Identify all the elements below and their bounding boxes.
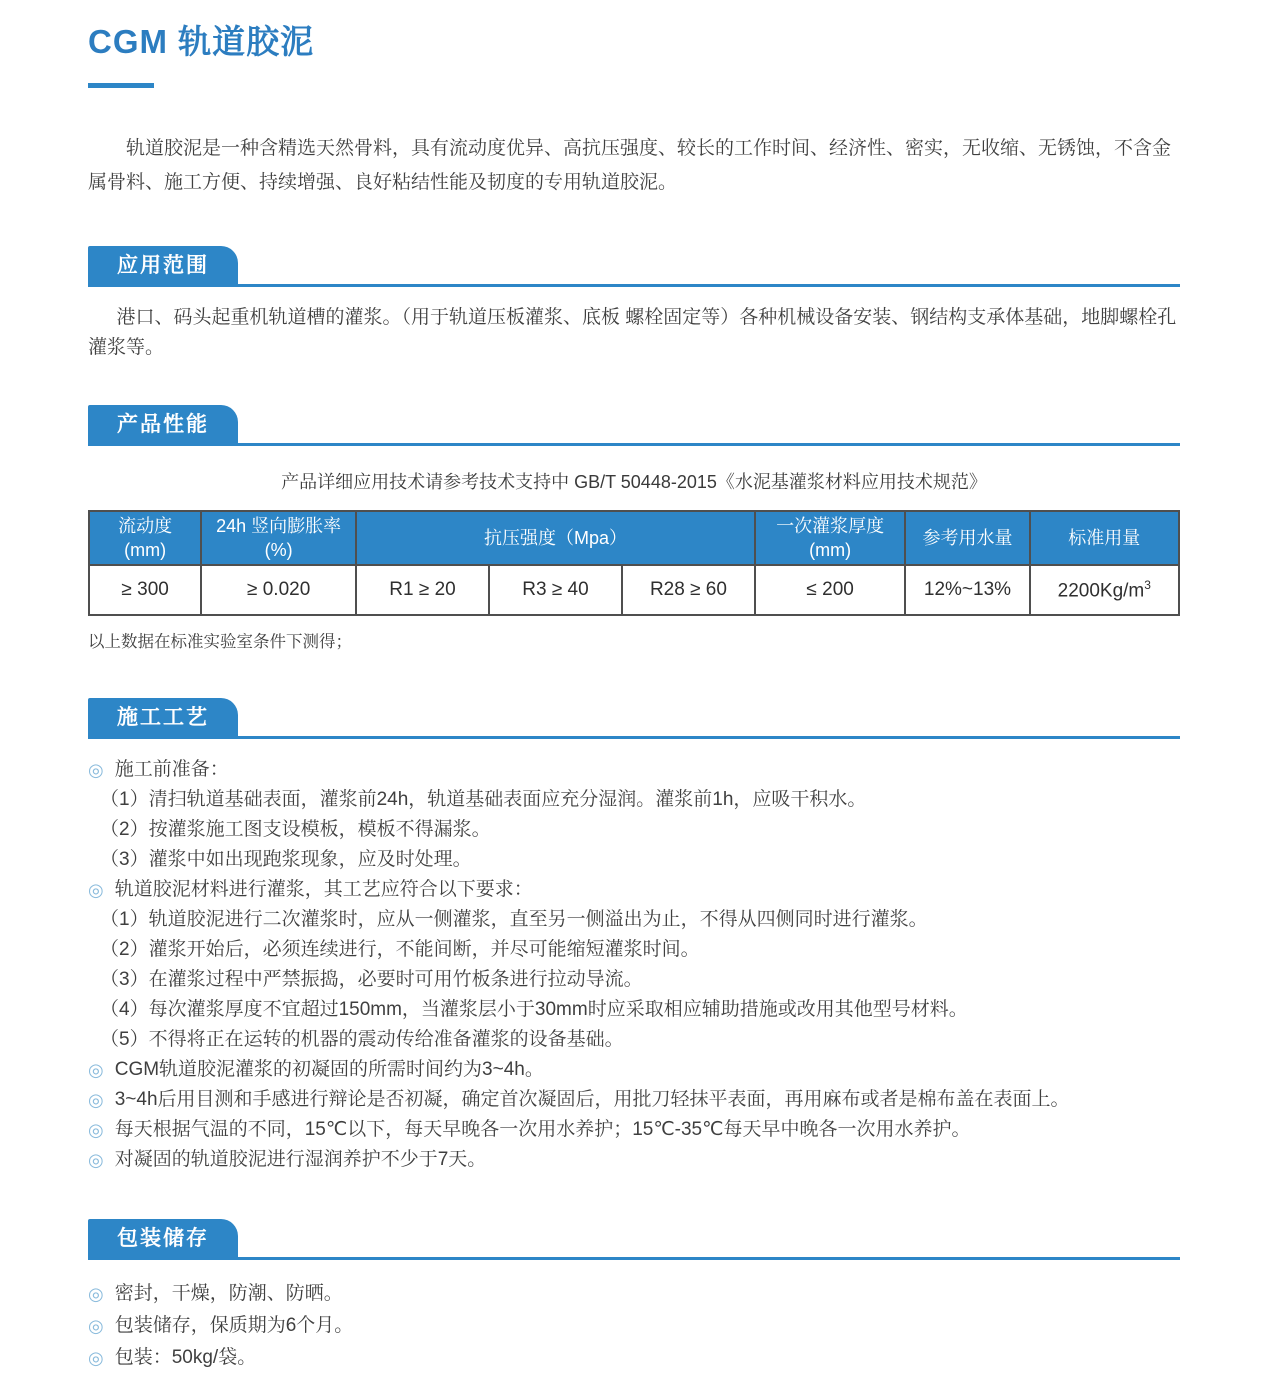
list-item xyxy=(88,1278,1180,1310)
list-item-text: 密封，干燥，防潮、防晒。 xyxy=(114,1283,343,1304)
section-tab-application: 应用范围 xyxy=(88,246,238,284)
double-circle-bullet-icon: ◎ xyxy=(88,1284,104,1304)
process-list xyxy=(88,755,1180,1175)
list-item xyxy=(88,965,1180,995)
col-header-water: 参考用水量 xyxy=(905,511,1029,565)
col-header-expansion-line2: (%) xyxy=(264,540,293,560)
list-item xyxy=(88,845,1180,875)
list-item-text: （1）轨道胶泥进行二次灌浆时，应从一侧灌浆，直至另一侧溢出为止，不得从四侧同时进行灌浆。 xyxy=(100,909,928,930)
list-item-text: 对凝固的轨道胶泥进行湿润养护不少于7天。 xyxy=(114,1149,487,1170)
section-header-process xyxy=(88,698,1180,739)
list-item xyxy=(88,995,1180,1025)
col-header-flow-line2: (mm) xyxy=(124,540,167,560)
packaging-list xyxy=(88,1278,1180,1374)
col-header-thickness-line1: 一次灌浆厚度 xyxy=(776,516,885,536)
double-circle-bullet-icon: ◎ xyxy=(88,1090,104,1110)
list-item xyxy=(88,905,1180,935)
cell-thickness-value: ≤ 200 xyxy=(755,565,905,615)
intro-paragraph: 轨道胶泥是一种含精选天然骨料，具有流动度优异、高抗压强度、较长的工作时间、经济性、密实，无收缩、无锈蚀，不含金属骨料、施工方便、持续增强、良好粘结性能及韧度的专用轨道胶泥。 xyxy=(88,138,1172,193)
list-item-text: CGM轨道胶泥灌浆的初凝固的所需时间约为3~4h。 xyxy=(114,1059,544,1080)
col-header-expansion xyxy=(201,511,356,565)
cell-r3-value: R3 ≥ 40 xyxy=(489,565,622,615)
list-item-text: 轨道胶泥材料进行灌浆，其工艺应符合以下要求： xyxy=(114,879,533,900)
double-circle-bullet-icon: ◎ xyxy=(88,1060,104,1080)
list-item xyxy=(88,935,1180,965)
list-item-text: （3）灌浆中如出现跑浆现象，应及时处理。 xyxy=(100,849,472,870)
list-item-text: （3）在灌浆过程中严禁振捣，必要时可用竹板条进行拉动导流。 xyxy=(100,969,643,990)
cell-r28-value: R28 ≥ 60 xyxy=(622,565,755,615)
col-header-flow-line1: 流动度 xyxy=(118,516,173,536)
double-circle-bullet-icon: ◎ xyxy=(88,1348,104,1368)
double-circle-bullet-icon: ◎ xyxy=(88,1150,104,1170)
section-tab-process: 施工工艺 xyxy=(88,698,238,736)
list-item-text: （2）按灌浆施工图支设模板，模板不得漏浆。 xyxy=(100,819,491,840)
section-header-application xyxy=(88,246,1180,287)
list-item xyxy=(88,785,1180,815)
col-header-dosage: 标准用量 xyxy=(1030,511,1179,565)
list-item xyxy=(88,1025,1180,1055)
title-underline-dash xyxy=(88,83,154,88)
list-item xyxy=(88,755,1180,785)
section-tab-performance: 产品性能 xyxy=(88,405,238,443)
document-page xyxy=(88,0,1180,1374)
list-item-text: （2）灌浆开始后，必须连续进行，不能间断，并尽可能缩短灌浆时间。 xyxy=(100,939,700,960)
section-header-packaging xyxy=(88,1219,1180,1260)
list-item xyxy=(88,875,1180,905)
list-item xyxy=(88,1055,1180,1085)
col-header-flow xyxy=(89,511,201,565)
performance-table xyxy=(88,510,1180,616)
double-circle-bullet-icon: ◎ xyxy=(88,760,104,780)
list-item-text: （5）不得将正在运转的机器的震动传给准备灌浆的设备基础。 xyxy=(100,1029,624,1050)
list-item xyxy=(88,815,1180,845)
list-item xyxy=(88,1115,1180,1145)
col-header-expansion-line1: 24h 竖向膨胀率 xyxy=(216,516,342,536)
dosage-superscript: 3 xyxy=(1144,577,1151,592)
page-title: CGM 轨道胶泥 xyxy=(88,23,315,60)
list-item-text: 施工前准备： xyxy=(114,759,229,780)
list-item xyxy=(88,1145,1180,1175)
section-header-performance xyxy=(88,405,1180,446)
list-item-text: 包装：50kg/袋。 xyxy=(114,1347,257,1368)
list-item xyxy=(88,1085,1180,1115)
list-item-text: 每天根据气温的不同，15℃以下，每天早晚各一次用水养护；15℃-35℃每天早中晚各一次用水养护。 xyxy=(114,1119,971,1140)
application-body: 港口、码头起重机轨道槽的灌浆。（用于轨道压板灌浆、底板 螺栓固定等）各种机械设备安装、钢结构支承体基础，地脚螺栓孔灌浆等。 xyxy=(88,307,1177,358)
table-footnote: 以上数据在标准实验室条件下测得； xyxy=(88,633,352,651)
list-item-text: 3~4h后用目测和手感进行辩论是否初凝，确定首次凝固后，用批刀轻抹平表面，再用麻布或者是棉布盖在表面上。 xyxy=(114,1089,1070,1110)
table-header-row xyxy=(89,511,1179,565)
section-tab-packaging: 包装储存 xyxy=(88,1219,238,1257)
cell-water-value: 12%~13% xyxy=(905,565,1029,615)
list-item-text: 包装储存，保质期为6个月。 xyxy=(114,1315,354,1336)
dosage-base: 2200Kg/m xyxy=(1057,580,1145,602)
list-item-text: （1）清扫轨道基础表面，灌浆前24h，轨道基础表面应充分湿润。灌浆前1h，应吸干积水。 xyxy=(100,789,867,810)
list-item xyxy=(88,1310,1180,1342)
col-header-thickness xyxy=(755,511,905,565)
cell-flow-value: ≥ 300 xyxy=(89,565,201,615)
cell-expansion-value: ≥ 0.020 xyxy=(201,565,356,615)
double-circle-bullet-icon: ◎ xyxy=(88,880,104,900)
list-item-text: （4）每次灌浆厚度不宜超过150mm，当灌浆层小于30mm时应采取相应辅助措施或改用其他型号材料。 xyxy=(100,999,968,1020)
performance-reference-note: 产品详细应用技术请参考技术支持中 GB/T 50448-2015《水泥基灌浆材料应用技术规范》 xyxy=(281,472,987,492)
double-circle-bullet-icon: ◎ xyxy=(88,1316,104,1336)
double-circle-bullet-icon: ◎ xyxy=(88,1120,104,1140)
list-item xyxy=(88,1342,1180,1374)
table-data-row xyxy=(89,565,1179,615)
col-header-thickness-line2: (mm) xyxy=(809,540,852,560)
cell-r1-value: R1 ≥ 20 xyxy=(356,565,489,615)
cell-dosage-value xyxy=(1030,565,1179,615)
col-header-compressive: 抗压强度（Mpa） xyxy=(356,511,755,565)
